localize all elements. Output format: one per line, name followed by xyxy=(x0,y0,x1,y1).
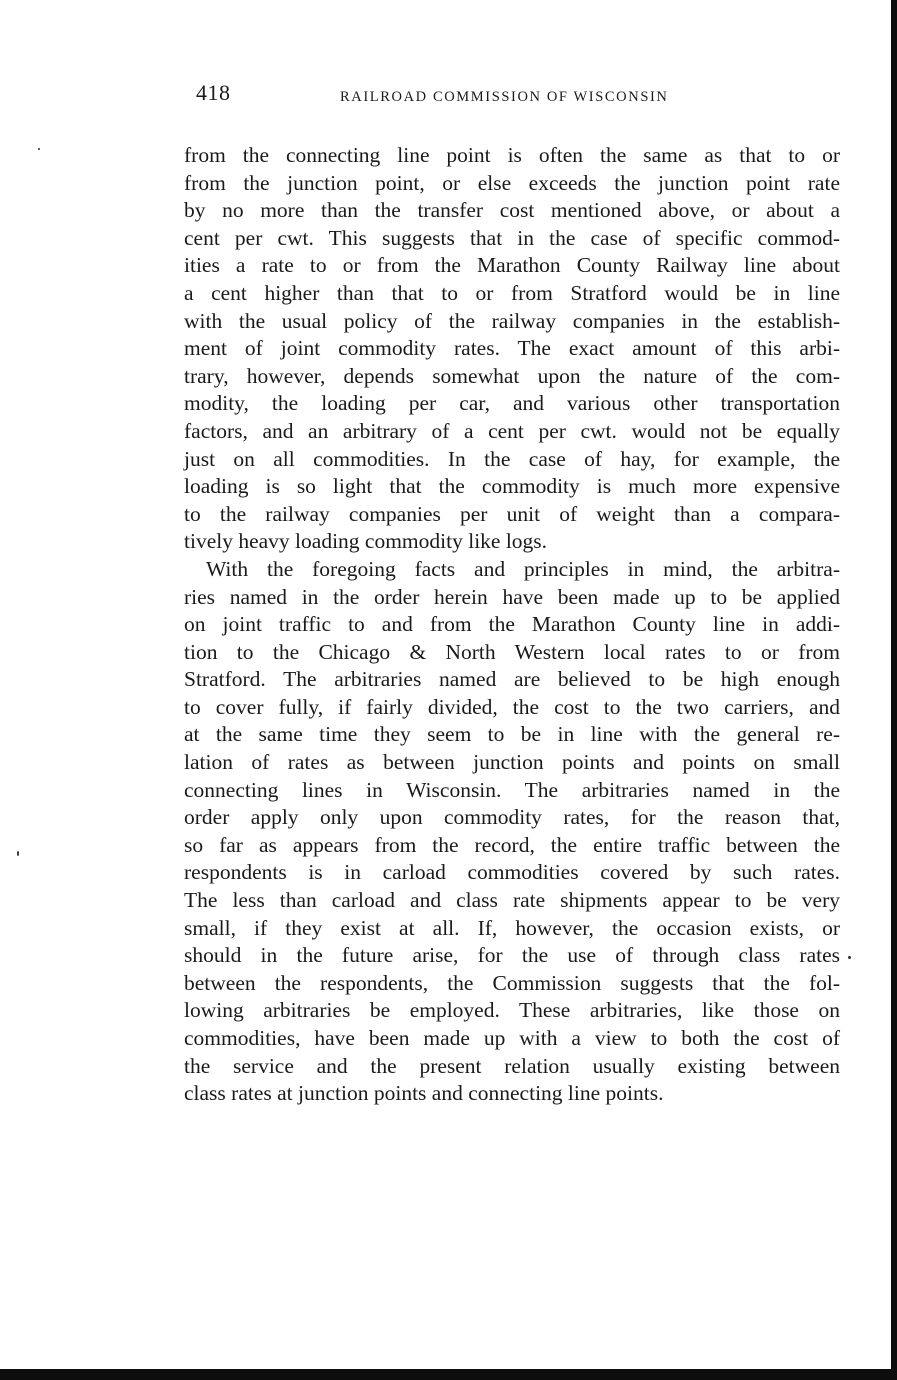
text-line: factors, and an arbitrary of a cent per cwt. would not be equally xyxy=(184,418,840,443)
text-line: modity, the loading per car, and various other transportation xyxy=(184,391,840,416)
scan-speck xyxy=(848,956,851,959)
text-line: between the respondents, the Commission suggests that the fol- xyxy=(184,970,840,995)
text-line: on joint traffic to and from the Marathon County line in addi- xyxy=(184,612,840,637)
text-line: with the usual policy of the railway companies in the establish- xyxy=(184,308,840,333)
text-line: ities a rate to or from the Marathon County Railway line about xyxy=(184,253,840,278)
text-line: ment of joint commodity rates. The exact amount of this arbi- xyxy=(184,336,840,361)
text-line: at the same time they seem to be in line with the general re- xyxy=(184,722,840,747)
page-number: 418 xyxy=(196,80,231,105)
text-line: With the foregoing facts and principles in mind, the arbitra- xyxy=(206,556,840,581)
text-line: loading is so light that the commodity is much more expensive xyxy=(184,474,840,499)
text-line: cent per cwt. This suggests that in the case of specific commod- xyxy=(184,225,840,250)
text-line: connecting lines in Wisconsin. The arbitraries named in the xyxy=(184,777,840,802)
text-line: trary, however, depends somewhat upon the nature of the com- xyxy=(184,363,840,388)
text-line: just on all commodities. In the case of hay, for example, the xyxy=(184,446,840,471)
text-line: to the railway companies per unit of weight than a compara- xyxy=(184,501,840,526)
text-line: Stratford. The arbitraries named are believed to be high enough xyxy=(184,667,840,692)
paragraph-2 xyxy=(184,556,840,1108)
text-line: lation of rates as between junction points and points on small xyxy=(184,750,840,775)
scan-speck xyxy=(38,148,40,150)
body-text xyxy=(184,142,840,1108)
text-line: so far as appears from the record, the entire traffic between the xyxy=(184,832,840,857)
text-line: respondents is in carload commodities covered by such rates. xyxy=(184,860,840,885)
text-line: a cent higher than that to or from Stratford would be in line xyxy=(184,280,840,305)
scan-speck xyxy=(17,851,19,856)
text-line: from the connecting line point is often the same as that to or xyxy=(184,143,840,167)
text-line: small, if they exist at all. If, however, the occasion exists, or xyxy=(184,915,840,940)
text-line: commodities, have been made up with a view to both the cost of xyxy=(184,1026,840,1050)
scan-bottom-edge xyxy=(0,1369,897,1380)
text-line: tion to the Chicago & North Western local rates to or from xyxy=(184,639,840,664)
text-line: the service and the present relation usually existing between xyxy=(184,1053,840,1078)
text-line: from the junction point, or else exceeds the junction point rate xyxy=(184,170,840,195)
text-line: order apply only upon commodity rates, for the reason that, xyxy=(184,805,840,830)
text-line: tively heavy loading commodity like logs. xyxy=(184,529,548,554)
paragraph-1 xyxy=(184,142,840,556)
text-line: to cover fully, if fairly divided, the cost to the two carriers, and xyxy=(184,694,840,719)
text-line: class rates at junction points and connecting line points. xyxy=(184,1081,664,1106)
text-line: The less than carload and class rate shipments appear to be very xyxy=(184,888,840,913)
running-head: RAILROAD COMMISSION OF WISCONSIN xyxy=(340,89,669,105)
text-line: should in the future arise, for the use of through class rates xyxy=(184,943,840,968)
text-line: by no more than the transfer cost mentioned above, or about a xyxy=(184,198,840,223)
text-line: ries named in the order herein have been made up to be applied xyxy=(184,584,840,609)
text-line: lowing arbitraries be employed. These arbitraries, like those on xyxy=(184,998,840,1023)
scan-right-edge xyxy=(891,0,897,1380)
